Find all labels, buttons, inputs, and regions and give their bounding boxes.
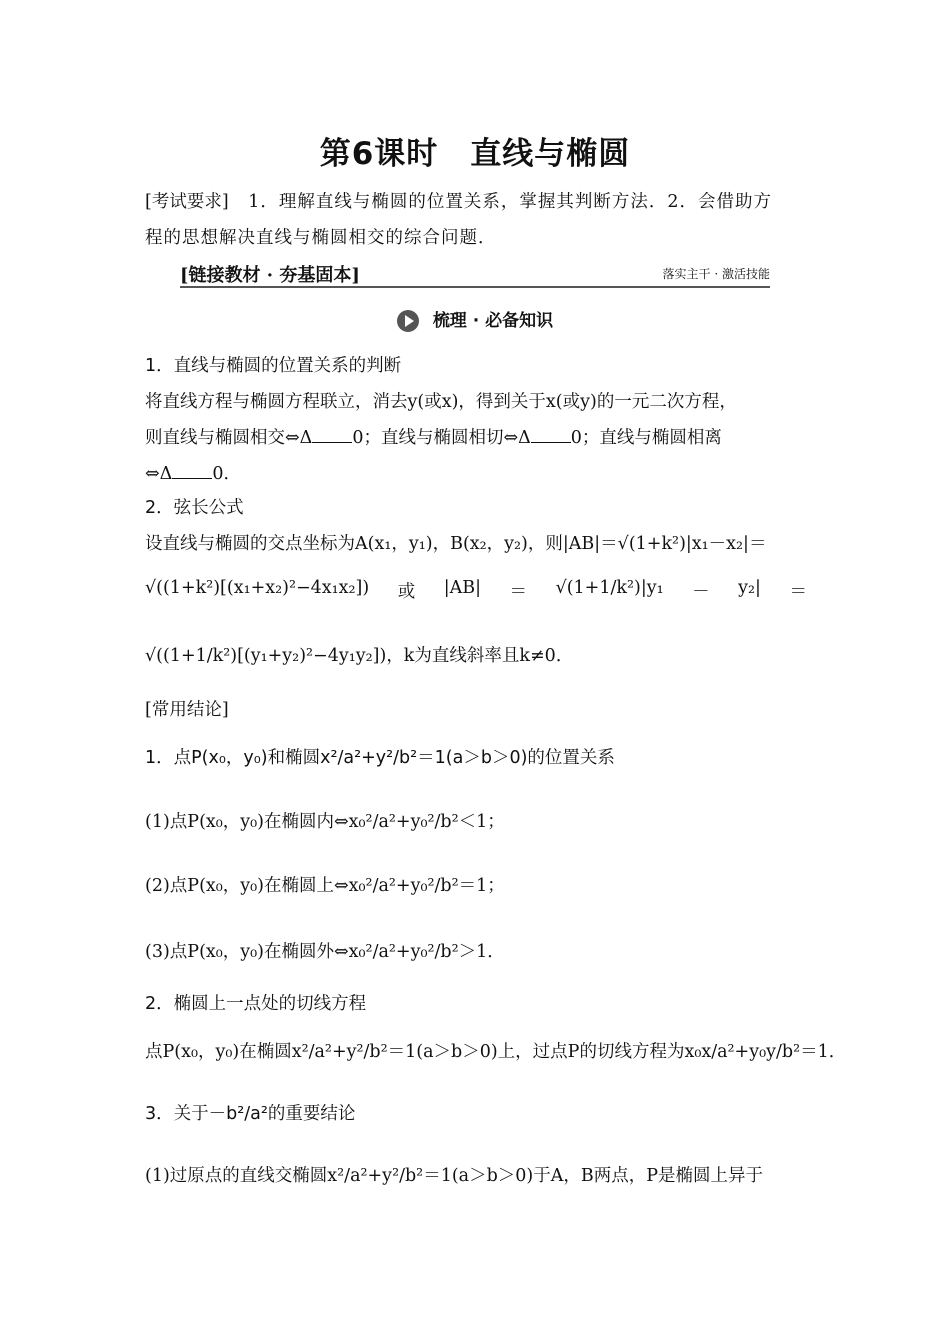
section-banner [180, 258, 770, 288]
s1-p3-b: 0． [212, 464, 241, 484]
s2-p2-b: 或 [397, 582, 416, 602]
s2-paragraph-3 [145, 642, 807, 667]
s1-paragraph-2 [145, 424, 807, 449]
s1-p2-a: 则直线与椭圆相交⇔Δ [145, 428, 313, 448]
s2-p2-d: ＝ [509, 582, 528, 602]
answer-blank [312, 428, 352, 443]
conclusion-2: 2．椭圆上一点处的切线方程 [145, 994, 367, 1014]
s2-paragraph-1: 设直线与椭圆的交点坐标为A(x₁，y₁)，B(x₂，y₂)，则|AB|＝√(1+k²)|x₁－x₂|＝ [145, 534, 767, 554]
s1-paragraph-1: 将直线方程与椭圆方程联立，消去y(或x)，得到关于x(或y)的一元二次方程， [145, 392, 737, 412]
conclusion-1b: (2)点P(x₀，y₀)在椭圆上⇔x₀²/a²+y₀²/b²＝1； [145, 876, 505, 896]
requirements-line-2: 程的思想解决直线与椭圆相交的综合问题． [145, 228, 497, 248]
conclusion-1c: (3)点P(x₀，y₀)在椭圆外⇔x₀²/a²+y₀²/b²＞1． [145, 942, 505, 962]
s1-p2-b: 0；直线与椭圆相切⇔Δ [352, 428, 531, 448]
banner-right: 落实主干 · 激活技能 [662, 267, 770, 281]
s2-p2-c: |AB| [443, 578, 482, 598]
answer-blank [531, 428, 571, 443]
s2-p2-f: － [692, 582, 710, 602]
s2-heading: 2．弦长公式 [145, 498, 244, 518]
s1-p2-c: 0；直线与椭圆相离 [570, 428, 722, 448]
conclusion-1a: (1)点P(x₀，y₀)在椭圆内⇔x₀²/a²+y₀²/b²＜1； [145, 812, 505, 832]
s1-p3-a: ⇔Δ [145, 464, 173, 484]
answer-blank [172, 464, 212, 479]
requirements-line-1 [145, 188, 807, 213]
section-heading-text: 梳理 · 必备知识 [432, 311, 554, 331]
s2-p2-e: √(1+1/k²)|y₁ [555, 578, 664, 598]
conclusion-2a: 点P(x₀，y₀)在椭圆x²/a²+y²/b²＝1(a＞b＞0)上，过点P的切线方程为x₀x/a²+y₀y/b²＝1． [145, 1042, 847, 1062]
conclusion-1: 1．点P(x₀，y₀)和椭圆x²/a²+y²/b²＝1(a＞b＞0)的位置关系 [145, 748, 615, 768]
requirements-label: [考试要求] [145, 192, 229, 212]
play-icon [397, 310, 419, 332]
banner-left: [链接教材 · 夯基固本] [180, 265, 360, 286]
conclusions-label: [常用结论] [145, 700, 229, 720]
s2-p3-a: √((1+1/k²)[(y₁+y₂)²−4y₁y₂]) [145, 646, 387, 666]
s2-p2-a: √((1+k²)[(x₁+x₂)²−4x₁x₂]) [145, 578, 370, 598]
conclusion-3a: (1)过原点的直线交椭圆x²/a²+y²/b²＝1(a＞b＞0)于A，B两点，P是椭圆上异于 [145, 1166, 764, 1186]
conclusion-3: 3．关于－b²/a²的重要结论 [145, 1104, 356, 1124]
section-heading [0, 306, 950, 332]
requirements-text-1: 1．理解直线与椭圆的位置关系，掌握其判断方法．2．会借助方 [248, 192, 773, 212]
s1-paragraph-3 [145, 460, 807, 485]
s2-p3-b: ，k为直线斜率且k≠0． [386, 646, 574, 666]
s2-p2-g: y₂| [738, 578, 761, 598]
s2-p2-h: ＝ [789, 582, 807, 602]
s2-paragraph-2 [145, 578, 807, 603]
page-title: 第6课时 直线与椭圆 [319, 136, 631, 172]
s1-heading: 1．直线与椭圆的位置关系的判断 [145, 356, 402, 376]
